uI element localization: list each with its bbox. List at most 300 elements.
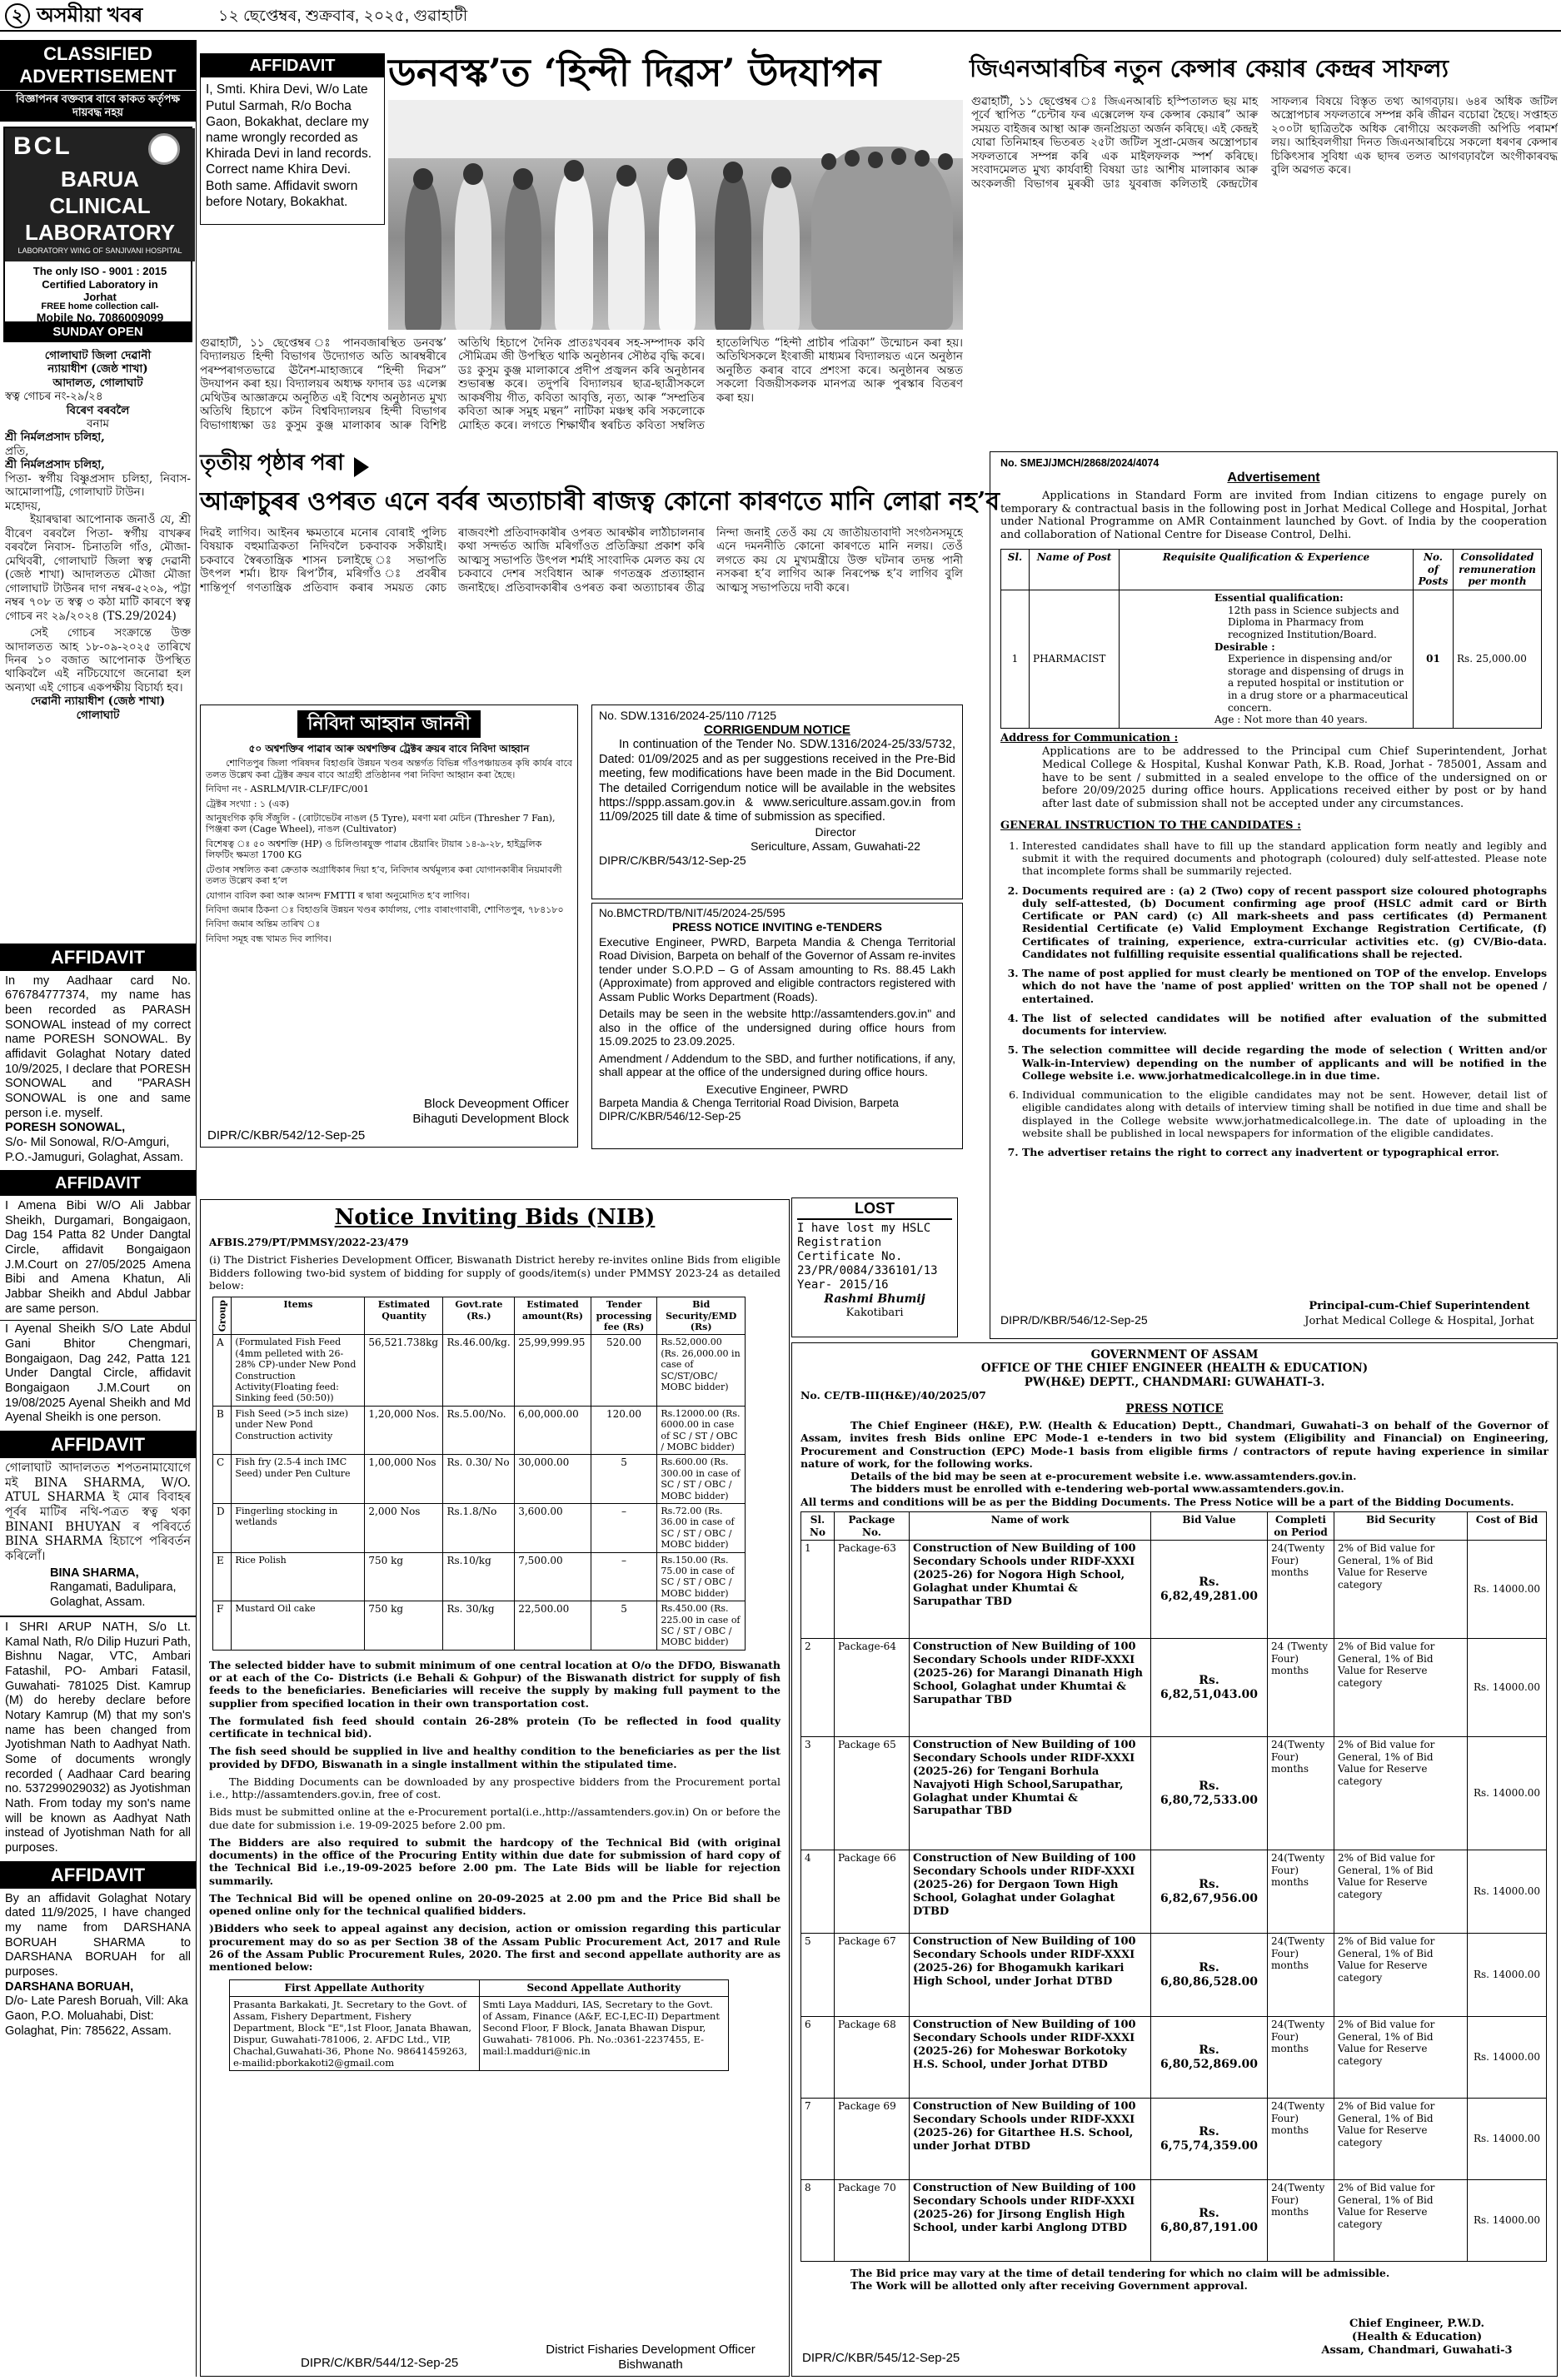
etender-pwrd — [591, 903, 963, 1149]
nib-th-group: Group — [213, 1297, 232, 1335]
ce-h1: GOVERNMENT OF ASSAM — [1090, 1348, 1259, 1362]
cell: 24(Twenty Four) months — [1268, 2180, 1334, 2262]
nib-title: Notice Inviting Bids (NIB) — [334, 1205, 656, 1230]
cell: Rs. 14000.00 — [1468, 1737, 1547, 1850]
court-line-2: আদালত, গোলাঘাট — [52, 376, 143, 390]
bcl-mobile: Mobile No. 7086009099 — [36, 311, 164, 325]
ce-foot-1: The Bid price may vary at the time of detail tendering for which no claim will be admissible. — [850, 2267, 1390, 2280]
cell: Package-63 — [835, 1541, 910, 1639]
corrigendum-sign-2: Sericulture, Assam, Guwahati-22 — [751, 839, 920, 853]
jmch-point-6: 6. Individual communication to the eligible candidates may not be sent. However, detail list of eligible candidates along with details of interview timing shall be notified in due time and shall be displayed in the College website www.jorhatmedicalcollege.in. The date of uploading in the website shall be published in local newspapers for information of the eligible candidates. — [1022, 1088, 1547, 1139]
court-line-9: পিতা- স্বৰ্গীয় বিষ্ণুপ্ৰসাদ চলিহা, নিবাস- আমোলাপট্টি, গোলাঘাট টাউন। — [5, 471, 191, 500]
hindi-diwas-headline: ডনবস্ক’ত ‘হিন্দী দিৱস’ উদযাপন — [388, 50, 881, 95]
corrigendum-notice — [591, 705, 963, 899]
cell: Mustard Oil cake — [232, 1601, 365, 1651]
jmch-age: Age : Not more than 40 years. — [1214, 714, 1368, 726]
cell: Construction of New Building of 100 Secondary Schools under RIDF-XXXI (2025-26) for Nogora High School, Golaghat under Khumtai & Sarupathar TBD — [910, 1541, 1151, 1639]
jmch-essential: 12th pass in Science subjects and Diploma in Pharmacy from recognized Institution/Board. — [1228, 604, 1399, 640]
affidavit-title: AFFIDAVIT — [0, 1863, 196, 1889]
cell: Rs.600.00 (Rs. 300.00 in case of SC / ST / OBC / MOBC bidder) — [657, 1455, 746, 1504]
nib-th-items: Items — [232, 1297, 365, 1335]
cell: 2% of Bid value for General, 1% of Bid Value for Reserve category — [1334, 1639, 1468, 1737]
cell: 2% of Bid value for General, 1% of Bid Value for Reserve category — [1334, 1541, 1468, 1639]
nib-para-6: The Bidders are also required to submit the hardcopy of the Technical Bid (with original documents) in the office of the Procuring Entity within due date for submission of hard copy of the Technical Bid i.e.,19-09-2025 before 2.00 pm. The Late Bids will be liable for rejection summarily. — [209, 1835, 780, 1887]
court-line-6: শ্ৰী নিৰ্মলপ্ৰসাদ চলিহা, — [5, 431, 105, 445]
hindi-diwas-photo — [388, 100, 963, 330]
tender-bihaguri-sign-2: Bihaguti Development Block — [412, 1112, 569, 1126]
cell: Rs. 0.30/ No — [443, 1455, 515, 1504]
cell: Rs.52,000.00 (Rs. 26,000.00 in case of SC/ST/OBC/ MOBC bidder) — [657, 1335, 746, 1406]
nib-para-1: The selected bidder have to submit minimum of one central location at O/o the DFDO, Biswanath or at each of the Co- Districts (i.e Behali & Gohpur) of the Biswanath district for supply of fish feeds to the beneficiaries. Beneficiaries will receive the supply by making full payment to the supplier from specified location in their own transportation cost. — [209, 1658, 780, 1710]
table-row — [801, 1934, 1547, 2017]
ce-phe-notice — [791, 1342, 1558, 2377]
cell: Rice Polish — [232, 1552, 365, 1601]
cell: 120.00 — [591, 1406, 657, 1455]
cell: Rs.72.00 (Rs. 36.00 in case of SC / ST / OBC / MOBC bidder) — [657, 1504, 746, 1553]
appellate-second: Smti Laya Madduri, IAS, Secretary to the Govt. of Assam, Finance (A&F, EC-I,EC-II) Department Second Floor, F Block, Janata Bhawan Dispur, Guwahati- 781006. Ph. No.:0361-2237455, E-mail:l.madduri@nic.in — [479, 1997, 729, 2071]
cell: Fish Seed (>5 inch size) under New Pond Construction activity — [232, 1406, 365, 1455]
cell: 1 — [801, 1541, 835, 1639]
nib-intro: (i) The District Fisheries Development Officer, Biswanath District hereby re-invites online Bids from eligible Bidders following two-bid system of bidding for supply of goods/item(s) under PMMSY 2023-24 as detailed below: — [209, 1253, 780, 1292]
cell: 7 — [801, 2099, 835, 2180]
affidavit-title: AFFIDAVIT — [0, 1172, 196, 1195]
ce-sign-3: Assam, Chandmari, Guwahati-3 — [1321, 2344, 1513, 2357]
ce-table — [800, 1511, 1547, 2262]
cell: 2,000 Nos — [365, 1504, 443, 1553]
jmch-th-post: Name of Post — [1030, 550, 1120, 590]
cell: 24(Twenty Four) months — [1268, 1850, 1334, 1934]
affidavit-sonowal-signature: PORESH SONOWAL, — [5, 1121, 126, 1135]
nib-para-7: The Technical Bid will be opened online on 20-09-2025 at 2.00 pm and the Price Bid shall be opened online only for the technical qualified bidders. — [209, 1891, 780, 1918]
nib-sign-2: Bishwanath — [618, 2358, 683, 2372]
etender-title: PRESS NOTICE INVITING e-TENDERS — [671, 920, 883, 934]
cell: 1 — [1001, 590, 1030, 729]
cell: Construction of New Building of 100 Secondary Schools under RIDF-XXXI (2025-26) for Dergaon Town High School, Golaghat under Golaghat DTBD — [910, 1850, 1151, 1934]
cell: PHARMACIST — [1030, 590, 1120, 729]
cell: 3,600.00 — [515, 1504, 591, 1553]
cell: 2% of Bid value for General, 1% of Bid Value for Reserve category — [1334, 2017, 1468, 2099]
lost-title: LOST — [797, 1200, 952, 1220]
jmch-sign-2: Jorhat Medical College & Hospital, Jorhat — [1304, 1315, 1534, 1327]
jmch-table — [1000, 549, 1542, 729]
table-row — [801, 2017, 1547, 2099]
jmch-point-4: 4. The list of selected candidates will be notified after evaluation of the submitted documents for interview. — [1022, 1012, 1547, 1038]
cell: Rs. 14000.00 — [1468, 1639, 1547, 1737]
affidavit-amena-text-1: I Amena Bibi W/O Ali Jabbar Sheikh, Durgamari, Bongaigaon, Dag 154 Patta 82 Under Dangtal Circle, affidavit Bongaigaon J.M.Court on 27/05/2025 Amena Bibi and Amena Khatun, Ali Jabbar Sheikh and Abdul Jabbar are same person. — [5, 1198, 191, 1316]
cell: Rs. 6,80,86,528.00 — [1151, 1934, 1268, 2017]
cell: 2% of Bid value for General, 1% of Bid Value for Reserve category — [1334, 1737, 1468, 1850]
classified-title: CLASSIFIED ADVERTISEMENT — [0, 40, 196, 90]
cell: Rs. 6,82,67,956.00 — [1151, 1850, 1268, 1934]
corrigendum-title: CORRIGENDUM NOTICE — [704, 723, 850, 738]
cell: Package 68 — [835, 2017, 910, 2099]
bcl-city: Jorhat — [83, 291, 117, 304]
cell: Rs.1.8/No — [443, 1504, 515, 1553]
jmch-address-h: Address for Communication : — [1000, 731, 1179, 744]
cell: Rs. 6,82,49,281.00 — [1151, 1541, 1268, 1639]
cell: Rs. 14000.00 — [1468, 2180, 1547, 2262]
bcl-name-1: BARUA — [61, 167, 139, 192]
jmch-point-2: 2. Documents required are : (a) 2 (Two) copy of recent passport size coloured photographs duly self-attested, (b) Document confirming age proof (HSLC admit card or Birth Certificate or PAN card) (c) All mark-sheets and pass certificates (d) Permanent Residential Certificate (e) Valid Employment Exchange Registration Certificate, (f) Certificates of training, experience, extra-curricular activities etc. (g) CV/Bio-data. Candidates not fulfilling requisite essential qualifications shall be rejected. — [1022, 884, 1547, 961]
cell: Construction of New Building of 100 Secondary Schools under RIDF-XXXI (2025-26) for Bhogamukh karikari High School, under Jorhat DTBD — [910, 1934, 1151, 2017]
cell: Package 70 — [835, 2180, 910, 2262]
nib-para-8: )Bidders who seek to appeal against any decision, action or omission regarding this particular procurement may do so as per Section 38 of the Assam Public Procurement Act, 2017 and Rule 26 of the Assam Public Procurement Rules, 2020. The first and second appellate authority are as mentioned below: — [209, 1922, 780, 1974]
jmch-th-qual: Requisite Qualification & Experience — [1120, 550, 1414, 590]
cell: C — [213, 1455, 232, 1504]
ce-body: The Chief Engineer (H&E), P.W. (Health & Education) Deptt., Chandmari, Guwahati–3 on behalf of the Governor of Assam, invites fresh Bids online EPC Mode-1 e-tenders in two bid system (Eligibility and Financial) on Engineering, Procurement and Construction (EPC) Mode-1 basis from eligible firms / contractors of repute having experience in similar nature of work, for the following works. — [800, 1419, 1549, 1470]
corrigendum-body: In continuation of the Tender No. SDW.1316/2024-25/33/5732, Dated: 01/09/2025 and as per suggestions received in the Pre-Bid meeting, few modifications have been made in the Bid Document. The detailed Corrigendum notice will be available in the websites https://sppp.assam.gov.in & www.sericulture.assam.gov.in from 11/09/2025 till date & time of submission as specified. — [599, 738, 955, 824]
affidavit-sonowal-text: In my Aadhaar card No. 676784777374, my name has been recorded as PARASH SONOWAL instead of my correct name PORESH SONOWAL. By affidavit Golaghat Notary dated 10/9/2025, I declare that PORESH SONOWAL and "PARASH SONOWAL is one and same person i.e. myself. — [5, 973, 191, 1120]
tender-bihaguri-row-7: নিবিদা জমাৰ অন্তিম তাৰিখ ঃ — [206, 919, 321, 930]
cell: Construction of New Building of 100 Secondary Schools under RIDF-XXXI (2025-26) for Jirsong English High School, under karbi Anglong DTBD — [910, 2180, 1151, 2262]
cell: 01 — [1414, 590, 1454, 729]
affidavit-sonowal-address: S/o- Mil Sonowal, R/O-Amguri, P.O.-Jamuguri, Golaghat, Assam. — [5, 1136, 184, 1164]
appellate-second-h: Second Appellate Authority — [479, 1980, 729, 1997]
cell: Package 69 — [835, 2099, 910, 2180]
cell: 520.00 — [591, 1335, 657, 1406]
jmch-dipr: DIPR/D/KBR/546/12-Sep-25 — [1000, 1313, 1148, 1327]
cell: 750 kg — [365, 1601, 443, 1651]
ce-th-work: Name of work — [910, 1511, 1151, 1540]
nib-para-5: Bids must be submitted online at the e-Procurement portal(i.e.,http://assamtenders.gov.in) On or before the due date for submission i.e. 19-09-2025 before 2.00 pm. — [209, 1805, 780, 1831]
cell: 4 — [801, 1850, 835, 1934]
etender-sign-1: Executive Engineer, PWRD — [706, 1082, 849, 1096]
table-row — [213, 1552, 746, 1601]
cell: 7,500.00 — [515, 1552, 591, 1601]
jmch-point-3: 3. The name of post applied for must clearly be mentioned on TOP of the envelop. Envelops which do not have the 'name of post applied' written on the TOP shall not be opened / entertained. — [1022, 967, 1547, 1005]
table-row — [801, 1541, 1547, 1639]
cell — [1120, 590, 1414, 729]
cell: E — [213, 1552, 232, 1601]
corrigendum-dipr: DIPR/C/KBR/543/12-Sep-25 — [599, 853, 746, 867]
table-row — [213, 1335, 746, 1406]
etender-sign-2: Barpeta Mandia & Chenga Territorial Road Division, Barpeta — [599, 1096, 899, 1109]
ce-dipr: DIPR/C/KBR/545/12-Sep-25 — [802, 2351, 960, 2365]
etender-body-2: Details may be seen in the website http://assamtenders.gov.in" and also in the office of the undersigned during office hours from 15.09.2025 to 23.09.2025. — [599, 1007, 955, 1048]
ce-sign-2: (Health & Education) — [1351, 2331, 1483, 2343]
cell: 750 kg — [365, 1552, 443, 1601]
tender-bihaguri-row-8: নিবিদা সমূহ বন্ধ খামত দিব লাগিব। — [206, 933, 332, 944]
cell: 24(Twenty Four) months — [1268, 2099, 1334, 2180]
cell: (Formulated Fish Feed (4mm pelleted with 26-28% CP)-under New Pond Construction Activity(Floating feed: Sinking feed (50:50)) — [232, 1335, 365, 1406]
cell: Rs. 14000.00 — [1468, 1541, 1547, 1639]
court-line-4: বিৰেণ বৰবলৈ — [66, 403, 130, 417]
cell: Rs.46.00/kg. — [443, 1335, 515, 1406]
cell: Package 66 — [835, 1850, 910, 1934]
nib-appellate-table — [229, 1979, 729, 2071]
nib-th-rate: Govt.rate (Rs.) — [443, 1297, 515, 1335]
ce-th-period: Completi on Period — [1268, 1511, 1334, 1540]
cell: 5 — [591, 1601, 657, 1651]
appellate-first-h: First Appellate Authority — [230, 1980, 480, 1997]
ce-th-sl: Sl. No — [801, 1511, 835, 1540]
cell: 6 — [801, 2017, 835, 2099]
cell: 2% of Bid value for General, 1% of Bid Value for Reserve category — [1334, 2180, 1468, 2262]
jmch-essential-h: Essential qualification: — [1214, 592, 1344, 605]
table-row — [801, 1639, 1547, 1737]
cell: Rs.10/kg — [443, 1552, 515, 1601]
cell: Fingerling stocking in wetlands — [232, 1504, 365, 1553]
court-line-13: দেৱানী ন্যায়াধীশ (জেষ্ঠ শাখা) — [30, 695, 166, 709]
lost-name: Rashmi Bhumij — [824, 1292, 925, 1307]
court-line-14: গোলাঘাট — [76, 708, 120, 722]
cell: 24 (Twenty Four) months — [1268, 1639, 1334, 1737]
tender-bihaguri-row-4: টেণ্ডাৰ সম্বলিত কৰা ক্ৰেতাক অগ্ৰাধিকাৰ দিয়া হ’ব, নিবিদাৰ অৰ্থমূল্যৰ কৰা যোগানকাৰীৰ নিয়মাবলী তলত উল্লেখ কৰা হ’ল — [206, 864, 562, 887]
ce-th-package: Package No. — [835, 1511, 910, 1540]
ce-body-4: All terms and conditions will be as per the Bidding Documents. The Press Notice will be a part of the Bidding Documents. — [800, 1495, 1514, 1508]
brand-name: অসমীয়া খবৰ — [37, 4, 143, 27]
affidavit-arup — [0, 1616, 196, 1861]
jmch-point-1: 1. Interested candidates shall have to fill up the standard application form neatly and legibly and submit it with the required documents and photograph (coloured) duly self-attested. Please note that incomplete forms shall be summarily rejected. — [1022, 839, 1547, 878]
ce-press: PRESS NOTICE — [1125, 1402, 1224, 1416]
tender-bihaguri — [200, 705, 578, 1148]
affidavit-amena — [0, 1170, 196, 1431]
etender-body-3: Amendment / Addendum to the SBD, and further notifications, if any, shall appear at the office of the undersigned during office hours. — [599, 1051, 955, 1079]
cell: 24(Twenty Four) months — [1268, 1541, 1334, 1639]
date-line: ১২ ছেপ্তেম্বৰ, শুক্ৰবাৰ, ২০২৫, গুৱাহাটী — [218, 7, 468, 25]
classified-subtitle: বিজ্ঞাপনৰ বক্তব্যৰ বাবে কাকত কৰ্তৃপক্ষ দায়বদ্ধ নহয় — [0, 90, 196, 122]
cell: D — [213, 1504, 232, 1553]
bcl-sunday: SUNDAY OPEN — [3, 323, 192, 341]
jmch-general-h: GENERAL INSTRUCTION TO THE CANDIDATES : — [1000, 819, 1301, 833]
affidavit-khira-text: I, Smti. Khira Devi, W/o Late Putul Sarmah, R/o Bocha Gaon, Bokakhat, declare my name wrongly recorded as Khirada Devi in land records. Correct name Khira Devi. Both same. Affidavit sworn before Notary, Bokakhat. — [206, 82, 372, 209]
ce-foot-2: The Work will be allotted only after receiving Government approval. — [850, 2279, 1248, 2293]
jmch-th-pay: Consolidated remuneration per month — [1454, 550, 1542, 590]
table-row — [213, 1504, 746, 1553]
affidavit-darshana-signature: DARSHANA BORUAH, — [5, 1979, 134, 1994]
nib-th-emd: Bid Security/EMD (Rs) — [657, 1297, 746, 1335]
court-notice — [5, 349, 191, 940]
nib-para-4: The Bidding Documents can be downloaded by any prospective bidders from the Procurement portal i.e., http://assamtenders.gov.in, free of cost. — [209, 1775, 780, 1801]
cell: Rs. 6,80,72,533.00 — [1151, 1737, 1268, 1850]
cell: Fish fry (2.5-4 inch IMC Seed) under Pen Culture — [232, 1455, 365, 1504]
nib-ref: AFBIS.279/PT/PMMSY/2022-23/479 — [209, 1236, 409, 1248]
cell: Rs. 6,82,51,043.00 — [1151, 1639, 1268, 1737]
tender-bihaguri-row-1: ট্ৰেক্টৰ সংখ্যা : ১ (এক) — [206, 798, 290, 809]
nib-th-amount: Estimated amount(Rs) — [515, 1297, 591, 1335]
bcl-iso: The only ISO - 9001 : 2015 — [32, 265, 167, 278]
tender-bihaguri-row-0: নিবিদা নং - ASRLM/VIR-CLF/IFC/001 — [206, 784, 369, 795]
table-row — [801, 1737, 1547, 1850]
jmch-desirable-h: Desirable : — [1214, 640, 1275, 653]
jmch-advertisement — [990, 451, 1558, 1339]
court-line-5: বনাম — [87, 417, 109, 431]
table-row — [1001, 590, 1542, 729]
table-row — [801, 1850, 1547, 1934]
cell: Rs.150.00 (Rs. 75.00 in case of SC / ST / OBC / MOBC bidder) — [657, 1552, 746, 1601]
cell: Rs. 14000.00 — [1468, 1934, 1547, 2017]
affidavit-arup-text: I SHRI ARUP NATH, S/o Lt. Kamal Nath, R/o Dilip Huzuri Path, Bishnu Nagar, VTC, Ambari Fatashil, PO- Ambari Fatasil, Guwahati- 781025 Dist. Kamrup (M) do hereby declare before Notary Kamrup (M) that my son's name has been changed from Jyotishman Nath to Aadhyat Nath. Some of documents wrongly recorded ( Aadhaar Card bearing no. 537299029032) as Jyotishman Nath. From today my son's name will be known as Aadhyat Nath instead of Jyotishman Nath for all purposes. — [5, 1620, 191, 1855]
affidavit-bina — [0, 1431, 196, 1616]
tender-bihaguri-row-2: আনুষংগিক কৃষি সঁজুলি - (ৰোটাভেটৰ নাঙল (5 Tyre), মৰণা মৰা মেচিন (Thresher 7 Fan), পিঞ্জৰা কল (Cage Wheel), নাঙল (Cultivator) — [206, 813, 556, 835]
affidavit-title: AFFIDAVIT — [201, 54, 384, 77]
corrigendum-sign-1: Director — [815, 824, 856, 839]
tender-bihaguri-title: নিবিদা আহ্বান জাননী — [307, 713, 471, 734]
cell: 24(Twenty Four) months — [1268, 1934, 1334, 2017]
cell: – — [591, 1552, 657, 1601]
cell: Package 67 — [835, 1934, 910, 2017]
ce-ref: No. CE/TB-III(H&E)/40/2025/07 — [800, 1389, 986, 1402]
jmch-desirable: Experience in dispensing and/or storage and dispensing of drugs in a reputed hospital or institution or in a drug store or a pharmaceutical concern. — [1228, 653, 1409, 714]
cell: 5 — [591, 1455, 657, 1504]
cell: Rs. 6,75,74,359.00 — [1151, 2099, 1268, 2180]
ce-sign-1: Chief Engineer, P.W.D. — [1349, 2318, 1485, 2330]
appellate-first: Prasanta Barkakati, Jt. Secretary to the Govt. of Assam, Fishery Department, Fishery Department, Block "E",1st Floor, Janata Bhawan, Dispur, Guwahati-781006, 2. AFDC Ltd., VIP, Chachal,Guwahati-36, Phone No. 98641459263, e-mailid:pborkakoti2@gmail.com — [230, 1997, 480, 2071]
cell: 24(Twenty Four) months — [1268, 1737, 1334, 1850]
classified-column — [0, 40, 197, 2377]
cell: Rs.5.00/No. — [443, 1406, 515, 1455]
ce-h3: PW(H&E) DEPTT., CHANDMARI: GUWAHATI–3. — [1024, 1375, 1325, 1389]
cont-headline: আক্ৰাচুৰৰ ওপৰত এনে বৰ্বৰ অত্যাচাৰী ৰাজত্ব কোনো কাৰণতে মানি লোৱা নহ’ব — [200, 487, 1000, 516]
cont-banner-label: তৃতীয় পৃষ্ঠাৰ পৰা — [200, 450, 344, 475]
nib-dipr: DIPR/C/KBR/544/12-Sep-25 — [301, 2356, 459, 2370]
ce-body-2: Details of the bid may be seen at e-procurement website i.e. www.assamtenders.gov.in. — [850, 1470, 1357, 1483]
affidavit-sonowal — [0, 944, 196, 1171]
affidavit-darshana-text: By an affidavit Golaghat Notary dated 11/9/2025, I have changed my name from DARSHANA BORUAH SHARMA to DARSHANA BORUAH for all purposes. — [5, 1891, 191, 1979]
table-row — [801, 2099, 1547, 2180]
jmch-intro: Applications in Standard Form are invited from Indian citizens to engage purely on temporary & contractual basis in the following post in Jorhat Medical College and Hospital, Jorhat under National Programme on AMR Containment launched by Govt. of India by the cooperation and collaboration of National Centre for Disease Control, Delhi. — [1000, 489, 1547, 542]
cont-body: দিৱই লাগিব। আইনৰ ক্ষমতাৰে মনোৰ বোৰাই পুলিচ বিষয়াক বহুমাত্ৰিকতা নিদিবলৈ চকবাবক সকীয়াই। চকবাবে স্বৈৰতান্ত্ৰিক শাসন চলাইছে ঃ সভাপতি উৎপল শৰ্মা। ষ্টাফ ৰিপ’ৰ্টাৰ, মৰিগাঁও ঃ প্ৰবৰীৰ শান্তিপূৰ্ণ গণতান্ত্ৰিক প্ৰতিবাদ কৰাৰ সময়ত কোচ ৰাজবংশী প্ৰতিবাদকাৰীৰ ওপৰত আৰক্ষীৰ লাঠীচালনাৰ কথা সন্দৰ্ভত আজি মৰিগাঁওত প্ৰতিক্ৰিয়া প্ৰকাশ কৰি আত্মসু সভাপতি উৎপল শৰ্মাই সাংবাদিক মেলত কয় যে চকবাবে দেশৰ সংবিধান আৰু গণতন্ত্ৰক প্ৰত্যাহ্বান জনাইছে। প্ৰতিবাদকাৰীৰ ওপৰত কৰা অত্যাচাৰৰ তীব্ৰ নিন্দা জনাই তেওঁ কয় যে জাতীয়তাবাদী সংগঠনসমূহে এনে দমননীতি কোনো কাৰণতে মানি নলয়। তেওঁ লগতে কয় যে মুখ্যমন্ত্ৰীয়ে উক্ত ঘটনাৰ তদন্ত পানী নসকৰা হ’ব লাগিব আৰু নিৰপেক্ষ হ’ব লাগিব বুলি আত্মসু সভাপতিয়ে দাবী কৰে। — [200, 526, 963, 595]
cell: 22,500.00 — [515, 1601, 591, 1651]
cont-banner — [200, 450, 963, 483]
cell: 2% of Bid value for General, 1% of Bid Value for Reserve category — [1334, 2099, 1468, 2180]
jmch-point-7: 7. The advertiser retains the right to correct any inadvertent or typographical error. — [1022, 1146, 1547, 1158]
etender-body-1: Executive Engineer, PWRD, Barpeta Mandia & Chenga Territorial Road Division, Barpeta on behalf of the Governor of Assam re-invites tender under S.O.P.D – G of Assam amounting to Rs. 88.45 Lakh (Approximate) from approved and eligible contractors registered with Assam Public Works Department (Roads). — [599, 934, 955, 1003]
affidavit-bina-signature: BINA SHARMA, — [50, 1566, 139, 1580]
bcl-name-2: CLINICAL — [49, 193, 151, 219]
tender-bihaguri-row-6: নিবিদা জমাৰ ঠিকনা ঃ বিহাগুৰি উন্নয়ন খণ্ডৰ কাৰ্যালয়, পোঃ বাৰাংগাবাৰী, শোণিতপুৰ, ৭৮৪১৮০ — [206, 904, 564, 915]
cell: A — [213, 1335, 232, 1406]
cell: Rs. 25,000.00 — [1454, 590, 1542, 729]
cell: 1,00,000 Nos — [365, 1455, 443, 1504]
gnrc-headline: জিএনআৰচিৰ নতুন কেন্সাৰ কেয়াৰ কেন্দ্ৰৰ সাফল্য — [970, 54, 1449, 82]
cell: 2 — [801, 1639, 835, 1737]
nib-para-2: The formulated fish feed should contain 26-28% protein (To be reflected in food quality certificate in technical bid). — [209, 1714, 780, 1740]
jmch-th-sl: Sl. — [1001, 550, 1030, 590]
cell: 25,99,999.95 — [515, 1335, 591, 1406]
cell: 2% of Bid value for General, 1% of Bid Value for Reserve category — [1334, 1850, 1468, 1934]
court-line-10: মহোদয়, — [5, 499, 42, 513]
cell: Rs.450.00 (Rs. 225.00 in case of SC / ST / OBC / MOBC bidder) — [657, 1601, 746, 1651]
cell: 1,20,000 Nos. — [365, 1406, 443, 1455]
cell: Construction of New Building of 100 Secondary Schools under RIDF-XXXI (2025-26) for Moheswar Borkotoky H.S. School, under Jorhat DTBD — [910, 2017, 1151, 2099]
affidavit-amena-text-2: I Ayenal Sheikh S/O Late Abdul Gani Bhitor Chengmari, Bongaigaon, Dag 242, Patta 121 Under Dangtal Circle, affidavit Bongaigaon J.M.Court on 19/08/2025 Ayenal Sheikh and Md Ayenal Sheikh is one person. — [0, 1320, 196, 1431]
affidavit-title: AFFIDAVIT — [0, 945, 196, 971]
court-line-3: স্বত্ব গোচৰ নং-২৯/২৪ — [5, 390, 103, 404]
corrigendum-ref: No. SDW.1316/2024-25/110 /7125 — [599, 709, 777, 722]
lost-place: Kakotibari — [845, 1307, 904, 1320]
cell: Rs. 14000.00 — [1468, 2017, 1547, 2099]
cell: Rs. 30/kg — [443, 1601, 515, 1651]
court-line-1: ন্যায়াধীশ (জেষ্ঠ শাখা) — [47, 362, 148, 376]
ce-th-cost: Cost of Bid — [1468, 1511, 1547, 1540]
affidavit-darshana-address: D/o- Late Paresh Boruah, Vill: Aka Gaon, P.O. Moluahabi, Dist: Golaghat, Pin: 785622, Assam. — [5, 1994, 188, 2038]
tender-bihaguri-body: শোণিতপুৰ জিলা পৰিষদৰ বিহাগুৰি উন্নয়ন খণ্ডৰ অন্তৰ্গত বিভিন্ন গাঁওপঞ্চায়তৰ কৃষি কাৰ্যৰ বাবে তলত উল্লেখ কৰা ট্ৰেক্টৰ ক্ৰয়ৰ বাবে আগ্ৰহী প্ৰতিষ্ঠানৰ পৰা নিবিদা আহ্বান কৰা হৈছে। — [206, 758, 572, 780]
ce-th-security: Bid Security — [1334, 1511, 1468, 1540]
cell: B — [213, 1406, 232, 1455]
jmch-sign-1: Principal-cum-Chief Superintendent — [1309, 1300, 1530, 1312]
page-number: ২ — [5, 3, 30, 28]
table-row — [213, 1406, 746, 1455]
lost-text: I have lost my HSLC Registration Certificate No. 23/PR/0084/336101/13 Year- 2015/16 — [797, 1221, 938, 1292]
cell: Construction of New Building of 100 Secondary Schools under RIDF-XXXI (2025-26) for Marangi Dinanath High School, Golaghat under Khumtai & Sarupathar TBD — [910, 1639, 1151, 1737]
court-line-11: ইয়াৰদ্বাৰা আপোনাক জনাওঁ যে, শ্ৰী বীৰেণ বৰবলৈ পিতা- স্বৰ্গীয় বাখৰুৰ বৰবলৈ নিবাস- চিনাতলি গাঁও, মৌজা- মেথিবৰী, গোলাঘাট জিলা স্বত্ব দেৱানী (জেষ্ঠ শাখা) আদালতত মৌজা মৌজা গোলাঘাট টাউনৰ দাগ নম্বৰ-৫২০৯, পট্টা নম্বৰ ৭০৮ ত স্বত্ব ৩ কঠা মাটি কাৰণে স্বত্ব গোচৰ নং ২৯/২০২৪ (TS.29/2024) — [5, 513, 191, 623]
jmch-ref: No. SMEJ/JMCH/2868/2024/4074 — [1000, 457, 1160, 469]
bcl-wing: LABORATORY WING OF SANJIVANI HOSPITAL — [17, 246, 182, 256]
cell: Rs. 14000.00 — [1468, 1850, 1547, 1934]
affidavit-title: AFFIDAVIT — [0, 1432, 196, 1458]
affidavit-bina-address: Rangamati, Badulipara, Golaghat, Assam. — [50, 1581, 177, 1610]
tender-bihaguri-dipr: DIPR/C/KBR/542/12-Sep-25 — [207, 1128, 366, 1143]
cell: 30,000.00 — [515, 1455, 591, 1504]
court-line-12: সেই গোচৰ সংক্ৰান্তে উক্ত আদালতত আহ ১৮-০৯-২০২৫ তাৰিখে দিনৰ ১০ বজাত আপোনাক উপস্থিত থাকিবলৈ এই নটিচযোগে জনোৱা হল অন্যথা এই গোচৰ একপক্ষীয় বিচাৰ্য্য হব। — [5, 626, 191, 695]
tender-bihaguri-row-3: বিশেষত্ব ঃ ৫০ অশ্বশক্তি (HP) ও চিলিণ্ডাৰযুক্ত পাৱাৰ ষ্টেয়াৰিং টায়াৰ ১৪-৯-২৮, হাইড্ৰলিক লিফটিং ক্ষমতা 1700 KG — [206, 838, 542, 861]
cell: 5 — [801, 1934, 835, 2017]
jmch-title: Advertisement — [1227, 471, 1320, 485]
affidavit-bina-text: গোলাঘাট আদালতত শপতনামাযোগে মই BINA SHARMA, W/O. ATUL SHARMA ই মোৰ বিবাহৰ পূৰ্বৰ মাটিৰ নথি-পত্ৰত স্বত্ব থকা BINANI BHUYAN ৰ পৰিবৰ্তে BINA SHARMA হিচাপে পৰিবৰ্তন কৰিলোঁ। — [5, 1461, 191, 1564]
masthead — [0, 0, 1561, 32]
nib-th-fee: Tender processing fee (Rs) — [591, 1297, 657, 1335]
bcl-logo-text: BCL — [13, 132, 72, 161]
jmch-point-5: 5. The selection committee will decide regarding the mode of selection ( Written and/or Walk-in-Interview) depending on the number of applicants and will be notified in the College website i.e. www.jorhatmedicalcollege.in in due time. — [1022, 1043, 1547, 1082]
affidavit-darshana — [0, 1861, 196, 2039]
nib-table — [212, 1297, 746, 1651]
cell: 24(Twenty Four) months — [1268, 2017, 1334, 2099]
lost-notice — [791, 1197, 958, 1337]
ce-body-3: The bidders must be enrolled with e-tendering web-portal www.assamtenders.gov.in. — [850, 1482, 1344, 1496]
cell: Rs. 6,80,87,191.00 — [1151, 2180, 1268, 2262]
bcl-name-3: LABORATORY — [24, 220, 176, 246]
tender-bihaguri-subtitle: ৫০ অশ্বশক্তিৰ পাৱাৰ আৰু অশ্বশক্তিৰ ট্ৰেক্টৰ ক্ৰয়ৰ বাবে নিবিদা আহ্বান — [248, 742, 530, 754]
cell: Package 65 — [835, 1737, 910, 1850]
tender-bihaguri-row-5: যোগান বাবিল কৰা আৰু আনন্দ FMTTI ৰ দ্বাৰা অনুমোদিত হ’ব লাগিব। — [206, 889, 470, 901]
court-line-8: শ্ৰী নিৰ্মলপ্ৰসাদ চলিহা, — [5, 458, 105, 472]
cell: Rs. 6,80,52,869.00 — [1151, 2017, 1268, 2099]
cell: Construction of New Building of 100 Secondary Schools under RIDF-XXXI (2025-26) for Gitarthee H.S. School, under Jorhat DTBD — [910, 2099, 1151, 2180]
hindi-diwas-body: গুৱাহাটী, ১১ ছেপ্তেম্বৰ ঃ পানবজাৰস্থিত ডনবস্ক’ বিদ্যালয়ত হিন্দী বিভাগৰ উদ্যোগত অতি আৰম্বৰীৰে পৰম্পৰাগতভাৱে ঊনৈশ-মাহাজ্যৰে “হিন্দী দিৱস” উদযাপন কৰা হয়। বিদ্যালয়ৰ অধ্যক্ষ ফাদাৰ ডঃ এলেক্স মেথিউৰ আজ্ঞাক্রমে অনুষ্ঠিত এই বিশেষ অনুষ্ঠানত মুখ্য অতিথি হিচাপে কটন বিশ্ববিদ্যালয়ৰ হিন্দী বিভাগৰ বিভাগাধ্যক্ষা ডঃ কুসুম কুঞ্জ মালাকাৰ আৰু বিশিষ্ট অতিথি হিচাপে দৈনিক প্ৰাতঃখবৰৰ সহ-সম্পাদক কবি সৌমিত্ৰম জী উপস্থিত থাকি অনুষ্ঠানৰ সৌষ্ঠৱ বৃদ্ধি কৰে। ডঃ কুসুম কুঞ্জ মালাকাৰে প্ৰদীপ প্ৰজ্বলন কৰি অনুষ্ঠানৰ শুভাৰম্ভ কৰে। তদুপৰি বিদ্যালয়ৰ ছাত্ৰ-ছাত্ৰীসকলে আকৰ্ষণীয় গীত, কবিতা আবৃত্তি, নৃত্য, আৰু “সম্প্ৰতিৰ কবিতা আৰু সমুহ মন্থন” নাটিকা মঞ্চস্থ কৰি সকলোকে মোহিত কৰে। লগতে শিক্ষাৰ্থীৰ স্বৰচিত কবিতা সম্বলিত হাতেলিখিত “হিন্দী প্ৰাচীৰ পত্ৰিকা” উন্মোচন কৰা হয়। অতিথিসকলে ইংৰাজী মাধ্যমৰ বিদ্যালয়ত এনে অনুষ্ঠান অনুষ্ঠিত কৰাৰ বাবে প্ৰশংসা কৰে। অনুষ্ঠানৰ অন্তত সকলো বিজয়ীসকলক মানপত্ৰ আৰু পুৰস্কাৰ বিতৰণ কৰা হয়। — [200, 336, 963, 432]
cell: 8 — [801, 2180, 835, 2262]
bcl-home: FREE home collection call- — [41, 301, 159, 312]
cell: – — [591, 1504, 657, 1553]
nib-sign-1: District Fisharies Development Officer — [546, 2343, 756, 2357]
gnrc-body: গুৱাহাটী, ১১ ছেপ্তেম্বৰ ঃ জিএনআৰচি হস্পিতালত ছয় মাহ পূৰ্বে স্থাপিত “চেন্টাৰ ফৰ এক্সেলেন্স ফৰ কেন্সাৰ কেয়াৰ” আৰু সময়ত বাইজৰ আস্থা আৰু জনপ্ৰিয়তা অৰ্জন কৰিছে। এই কেন্দ্ৰই যোৱা তিনিমাহৰ ভিতৰত ২৫টা জটিল সুপ্ৰা-মেজৰ অস্ত্ৰোপচাৰ সফলতাৰে সম্পন্ন কৰি এক মাইলফলক স্পৰ্শ কৰিছে। সংবাদমেলত মুখ্য কাৰ্যবাহী বিষয়া ডাঃ আশীষ মালাকাৰ আৰু অংকলজী বিভাগৰ মুৰব্বী ডাঃ যুবৰাজ কলিতাই কেন্দ্ৰটোৰ সাফল্যৰ বিষয়ে বিস্তৃত তথ্য আগবঢ়ায়। ৬৪ৰ অধিক জটিল অস্ত্ৰোপচাৰ সফলতাৰে সম্পন্ন কৰি জীৱন বচোৱা হৈছে। সপ্তাহত ২০০টা ছাত্ৰিতকৈ অধিক ৰোগীয়ে অংকলজী অপিডি পৰামৰ্শ লয়। আহিবলগীয়া দিনত জিএনআৰচিয়ে সকলো ধৰণৰ কেন্সাৰ চিকিৎসাৰ সুবিধা এক ছাদৰ তলত আগবঢ়াবলৈ অংগীকাৰবদ্ধ বুলি অৱগত কৰে। — [971, 95, 1558, 191]
cell: Rs.12000.00 (Rs. 6000.00 in case of SC / ST / OBC / MOBC bidder) — [657, 1406, 746, 1455]
bcl-ad — [3, 127, 192, 323]
etender-dipr: DIPR/C/KBR/546/12-Sep-25 — [599, 1110, 741, 1123]
court-line-0: গোলাঘাট জিলা দেৱানী — [44, 348, 152, 362]
etender-ref: No.BMCTRD/TB/NIT/45/2024-25/595 — [599, 907, 785, 919]
court-line-7: প্ৰতি, — [5, 444, 29, 458]
nib-fisheries — [200, 1199, 790, 2377]
nib-th-qty: Estimated Quantity — [365, 1297, 443, 1335]
cell: Rs. 14000.00 — [1468, 2099, 1547, 2180]
cell: 2% of Bid value for General, 1% of Bid Value for Reserve category — [1334, 1934, 1468, 2017]
cell: 56,521.738kg — [365, 1335, 443, 1406]
affidavit-khira — [200, 53, 385, 225]
nib-para-3: The fish seed should be supplied in live and healthy condition to the beneficiaries as per the list provided by DFDO, Biswanath in a single installment within the stipulated time. — [209, 1745, 780, 1770]
jmch-address: Applications are to be addressed to the Principal cum Chief Superintendent, Jorhat Medical College & Hospital, Kushal Konwar Path, K.B. Road, Jorhat - 785001, Assam and have to be sent / submitted in a sealed envelope to the office of the undersigned on or before 20/09/2025 during office hours. Applications received either by post or by hand after last date of submission shall not be accepted under any circumstances. — [1042, 744, 1547, 811]
table-row — [801, 2180, 1547, 2262]
cell: F — [213, 1601, 232, 1651]
jmch-th-posts: No. of Posts — [1414, 550, 1454, 590]
cell: Package-64 — [835, 1639, 910, 1737]
ce-th-bid: Bid Value — [1151, 1511, 1268, 1540]
table-row — [213, 1601, 746, 1651]
ce-h2: OFFICE OF THE CHIEF ENGINEER (HEALTH & EDUCATION) — [980, 1362, 1369, 1376]
cell: Construction of New Building of 100 Secondary Schools under RIDF-XXXI (2025-26) for Tengani Borhula Navajyoti High School,Sarupathar, Golaghat under Khumtai & Sarupathar TBD — [910, 1737, 1151, 1850]
cell: 6,00,000.00 — [515, 1406, 591, 1455]
table-row — [213, 1455, 746, 1504]
